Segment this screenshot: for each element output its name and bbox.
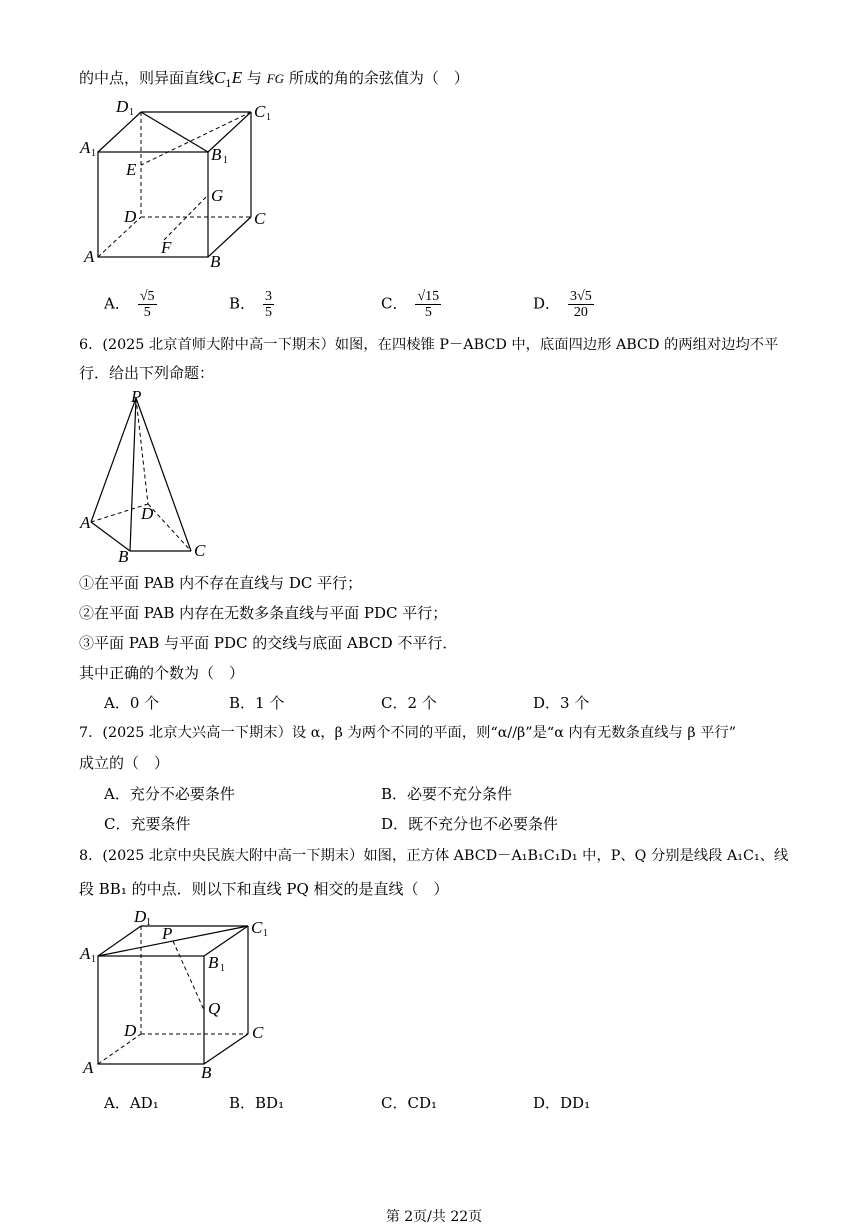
q6-option-d[interactable]: D．3 个 xyxy=(533,694,590,712)
q7-stem-line2: 成立的（ ） xyxy=(79,754,170,772)
q7-option-a[interactable]: A．充分不必要条件 xyxy=(104,785,235,803)
q6-statement-3: ③平面 PAB 与平面 PDC 的交线与底面 ABCD 不平行． xyxy=(79,634,458,652)
q6-label-a: A xyxy=(80,513,91,532)
q5-line-fg: FG xyxy=(266,71,285,86)
q6-option-b[interactable]: B．1 个 xyxy=(229,694,285,712)
q6-label-c: C xyxy=(194,541,206,560)
q5-option-d-num: 3√5 xyxy=(570,289,592,304)
q6-pyramid-figure xyxy=(76,388,226,564)
q8-label-a: A xyxy=(83,1058,94,1077)
q6-statement-2: ②在平面 PAB 内存在无数多条直线与平面 PDC 平行； xyxy=(79,604,448,622)
q5-segment-c1e xyxy=(141,112,251,165)
q8-option-c[interactable]: C．CD₁ xyxy=(381,1094,437,1112)
q8-option-a[interactable]: A．AD₁ xyxy=(104,1094,159,1112)
q8-option-b[interactable]: B．BD₁ xyxy=(229,1094,285,1112)
page-footer: 第 2页/共 22页 xyxy=(385,1209,483,1225)
q5-label-b1: B xyxy=(211,145,222,164)
q8-label-b1: B xyxy=(208,953,219,972)
q6-stem-line1: 6．(2025 北京首师大附中高一下期末）如图，在四棱锥 P－ABCD 中，底面四边形 ABCD 的两组对边均不平 xyxy=(79,337,779,353)
q5-label-d1-sub: 1 xyxy=(129,107,134,118)
q8-cube-figure xyxy=(76,906,276,1084)
q5-stem-suffix: 所成的角的余弦值为（ ） xyxy=(288,69,469,87)
q5-label-b: B xyxy=(210,252,221,271)
q5-line-c1e-sub: 1 xyxy=(225,79,232,90)
q6-label-p: P xyxy=(131,387,142,406)
q5-option-c-frac xyxy=(415,289,441,320)
q5-stem xyxy=(79,69,469,94)
q5-option-d-letter: D． xyxy=(533,294,561,313)
q8-stem-line2: 段 BB₁ 的中点．则以下和直线 PQ 相交的是直线（ ） xyxy=(79,880,449,898)
q5-option-d-den: 20 xyxy=(573,305,588,320)
q5-option-b-frac xyxy=(263,289,274,320)
q6-option-c[interactable]: C．2 个 xyxy=(381,694,437,712)
q5-label-a1: A xyxy=(80,138,91,157)
q8-label-b: B xyxy=(201,1063,212,1082)
q5-option-d-frac xyxy=(568,289,594,320)
q6-ask: 其中正确的个数为（ ） xyxy=(79,664,245,682)
q8-label-a1-sub: 1 xyxy=(91,954,96,965)
q5-option-b-num: 3 xyxy=(265,289,273,304)
q5-stem-prefix: 的中点，则异面直线 xyxy=(79,69,215,87)
q5-label-d1: D xyxy=(116,97,129,116)
q8-label-q: Q xyxy=(208,999,221,1018)
q6-stem-line2: 行．给出下列命题： xyxy=(79,364,215,382)
q5-line-c1e: C xyxy=(214,68,226,87)
q7-option-b[interactable]: B．必要不充分条件 xyxy=(381,785,513,803)
q8-label-d: D xyxy=(124,1021,137,1040)
q5-option-a-frac xyxy=(138,289,157,320)
q8-label-p: P xyxy=(162,924,173,943)
q5-option-a[interactable] xyxy=(104,289,157,320)
q5-option-a-num: √5 xyxy=(139,289,155,304)
q7-option-d[interactable]: D．既不充分也不必要条件 xyxy=(381,815,559,833)
q5-option-c-num: √15 xyxy=(417,289,440,304)
q8-segment-pq xyxy=(173,941,204,1010)
q8-label-d1: D xyxy=(134,907,147,926)
q5-option-b[interactable] xyxy=(229,289,274,320)
q8-label-c1-sub: 1 xyxy=(263,928,268,939)
q6-option-a[interactable]: A．0 个 xyxy=(104,694,160,712)
q5-label-b1-sub: 1 xyxy=(223,155,228,166)
q6-statement-1: ①在平面 PAB 内不存在直线与 DC 平行； xyxy=(79,574,363,592)
q6-label-b: B xyxy=(118,547,129,566)
q8-label-a1: A xyxy=(80,944,91,963)
q5-label-g: G xyxy=(211,186,224,205)
q5-label-a1-sub: 1 xyxy=(91,148,96,159)
q5-cube-figure xyxy=(76,95,286,275)
q8-stem-line1: 8．(2025 北京中央民族大附中高一下期末）如图，正方体 ABCD－A₁B₁C₁D₁ 中，P、Q 分别是线段 A₁C₁、线 xyxy=(79,848,789,864)
q5-label-f: F xyxy=(161,238,172,257)
q5-label-c1-sub: 1 xyxy=(266,112,271,123)
q5-option-a-den: 5 xyxy=(143,305,151,320)
q7-option-c[interactable]: C．充要条件 xyxy=(104,815,191,833)
q6-label-d: D xyxy=(141,504,154,523)
q5-option-b-letter: B． xyxy=(229,294,256,313)
q5-option-a-letter: A． xyxy=(104,294,130,313)
q8-label-d1-sub: 1 xyxy=(146,917,151,928)
q7-stem-line1: 7．(2025 北京大兴高一下期末）设 α，β 为两个不同的平面，则“α//β”是“α 内有无数条直线与 β 平行” xyxy=(79,725,737,741)
q8-cube-front-face xyxy=(98,956,204,1064)
q5-stem-mid: 与 xyxy=(246,69,262,87)
q8-label-c: C xyxy=(252,1023,264,1042)
q5-label-d: D xyxy=(124,207,137,226)
q8-label-b1-sub: 1 xyxy=(220,963,225,974)
q8-label-c1: C xyxy=(251,918,263,937)
q5-line-c1e-end: E xyxy=(231,68,243,87)
q5-option-c[interactable] xyxy=(381,289,441,320)
q5-label-e: E xyxy=(126,160,137,179)
q5-label-c1: C xyxy=(254,102,266,121)
q5-option-c-den: 5 xyxy=(424,305,432,320)
q5-option-b-den: 5 xyxy=(265,305,273,320)
q5-label-c: C xyxy=(254,209,266,228)
q5-option-c-letter: C． xyxy=(381,294,408,313)
q5-option-d[interactable] xyxy=(533,289,594,320)
q8-option-d[interactable]: D．DD₁ xyxy=(533,1094,591,1112)
q5-label-a: A xyxy=(84,247,95,266)
